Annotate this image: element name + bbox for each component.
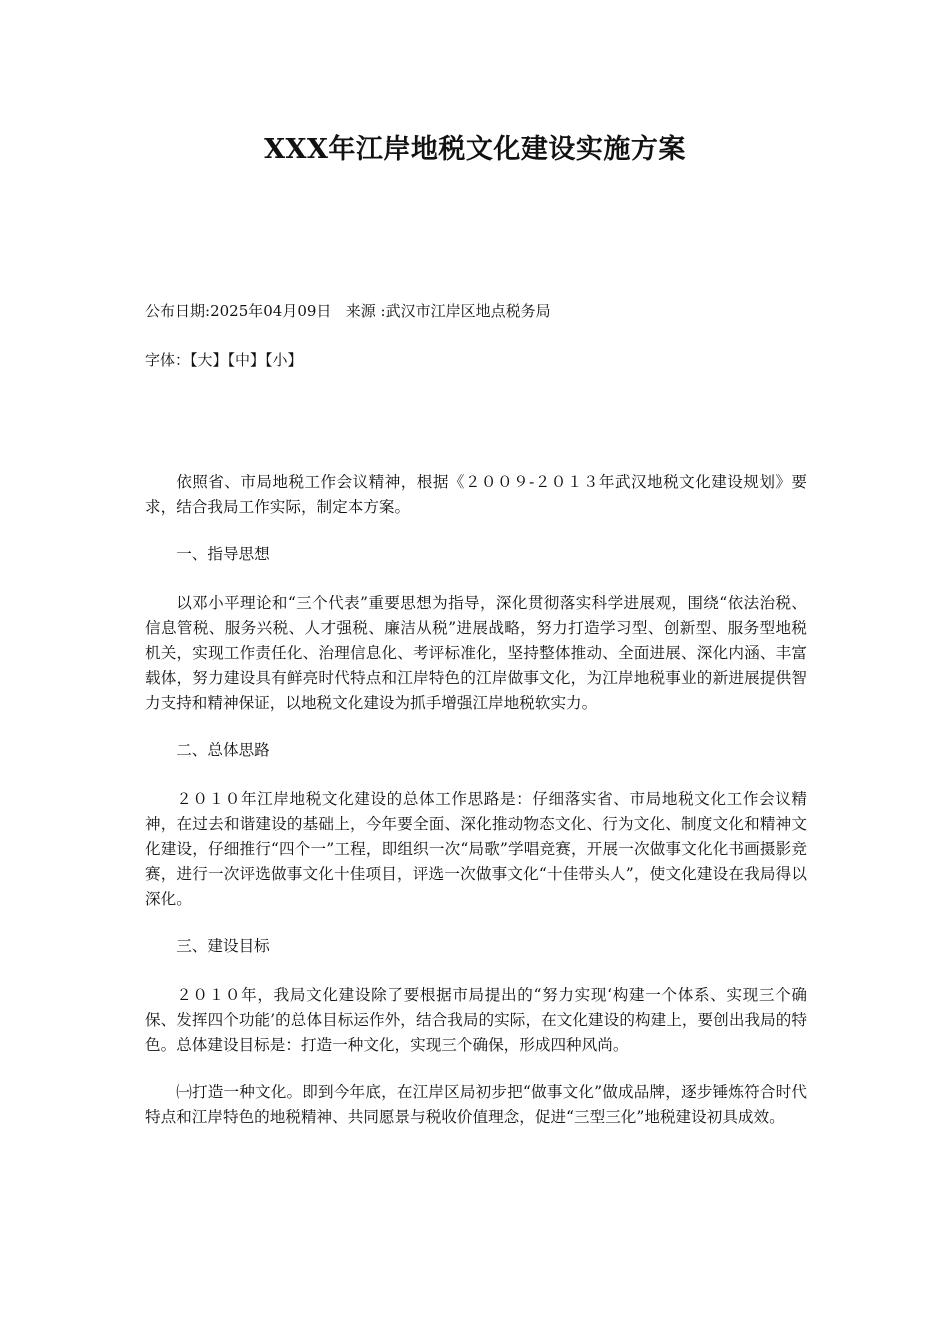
paragraph-overall-approach: ２０１０年江岸地税文化建设的总体工作思路是：仔细落实省、市局地税文化工作会议精神，在过去和谐建设的基础上，今年要全面、深化推动物态文化、行为文化、制度文化和精神文化建设，仔细推行“四个一”工程，即组织一次“局歌”学唱竞赛，开展一次做事文化化书画摄影竞赛，进行一次评选做事文化十佳项目，评选一次做事文化“十佳带头人”，使文化建设在我局得以深化。 [145,790,807,908]
document-body [145,470,807,1152]
paragraph-build-one-culture: ㈠打造一种文化。即到今年底，在江岸区局初步把“做事文化”做成品牌，逐步锤炼符合时代特点和江岸特色的地税精神、共同愿景与税收价值理念，促进“三型三化”地税建设初具成效。 [145,1083,807,1126]
paragraph-construction-goals: ２０１０年，我局文化建设除了要根据市局提出的“努力实现‘构建一个体系、实现三个确保、发挥四个功能’的总体目标运作外，结合我局的实际，在文化建设的构建上，要创出我局的特色。总体建设目标是：打造一种文化，实现三个确保，形成四种风尚。 [145,986,807,1054]
font-size-selector [145,349,825,371]
section-heading-construction-goals: 三、建设目标 [176,937,270,955]
source-value: :武汉市江岸区地点税务局 [380,302,551,320]
publish-info [145,300,825,322]
font-size-large-link[interactable]: 【大】 [190,351,228,369]
section-heading-guiding-ideology: 一、指导思想 [176,545,270,563]
font-size-small-link[interactable]: 【小】 [265,351,303,369]
publish-date-label: 公布日期: [145,302,211,320]
publish-date: 2025年04月09日 [210,302,332,320]
source-label: 来源 [345,302,376,320]
paragraph-guiding-ideology: 以邓小平理论和“三个代表”重要思想为指导，深化贯彻落实科学进展观，围绕“依法治税、信息管税、服务兴税、人才强税、廉洁从税”进展战略，努力打造学习型、创新型、服务型地税机关，实现工作责任化、治理信息化、考评标准化，坚持整体推动、全面进展、深化内涵、丰富载体，努力建设具有鲜亮时代特点和江岸特色的江岸做事文化，为江岸地税事业的新进展提供智力支持和精神保证，以地税文化建设为抓手增强江岸地税软实力。 [145,594,807,712]
font-size-medium-link[interactable]: 【中】 [227,351,266,369]
document-title: XXX年江岸地税文化建设实施方案 [264,134,686,165]
section-heading-overall-approach: 二、总体思路 [176,741,270,759]
font-size-label: 字体： [145,351,191,369]
intro-paragraph: 依照省、市局地税工作会议精神，根据《２００９-２０１３年武汉地税文化建设规划》要求，结合我局工作实际，制定本方案。 [145,473,807,516]
